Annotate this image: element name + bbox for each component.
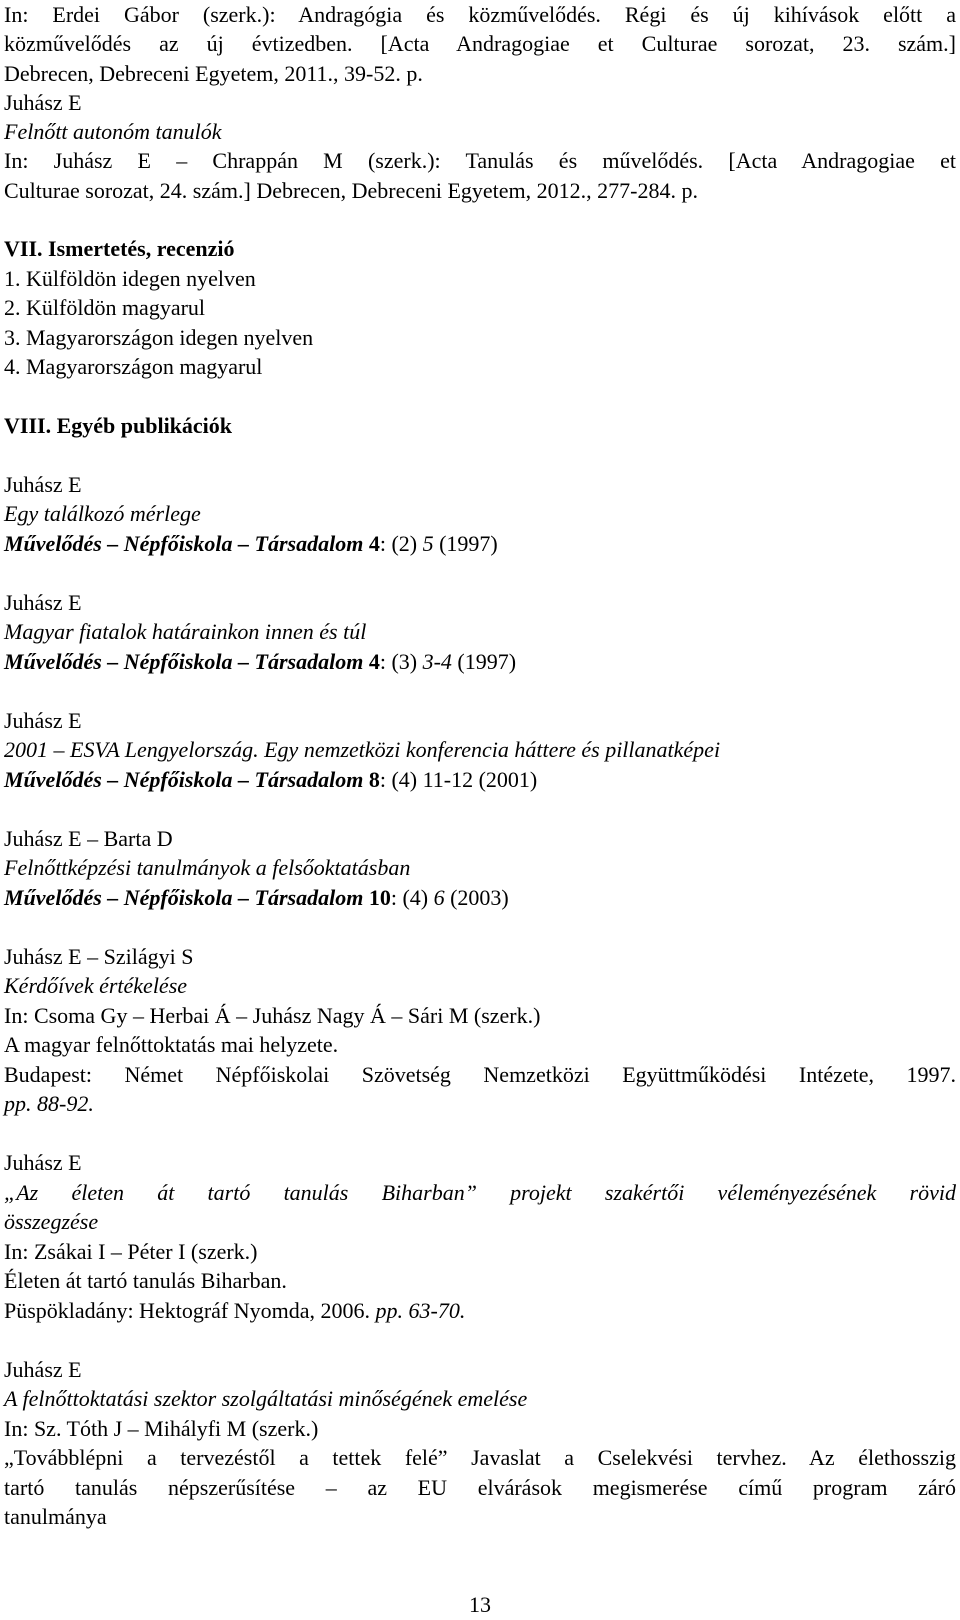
section-vii-item-2: 2. Külföldön magyarul xyxy=(4,295,206,320)
pub1-journal: Művelődés – Népfőiskola – Társadalom xyxy=(4,531,364,556)
pub7-book-3: tanulmánya xyxy=(4,1504,107,1529)
section-heading-viii: VIII. Egyéb publikációk xyxy=(4,413,233,438)
pub6-publisher: Püspökladány: Hektográf Nyomda, 2006. xyxy=(4,1298,376,1323)
pub5-pages: pp. 88-92. xyxy=(4,1091,94,1116)
pub1-source xyxy=(4,529,956,559)
pub5-book: A magyar felnőttoktatás mai helyzete. xyxy=(4,1032,339,1057)
section-heading-vii: VII. Ismertetés, recenzió xyxy=(4,236,235,261)
pub1-author: Juhász E xyxy=(4,472,82,497)
entry0-title: Felnőtt autonóm tanulók xyxy=(4,119,222,144)
pub2-volume: 4 xyxy=(363,649,380,674)
pub6-in: In: Zsákai I – Péter I (szerk.) xyxy=(4,1239,258,1264)
pub4-volume: 10 xyxy=(363,885,391,910)
pub1-year: (1997) xyxy=(433,531,498,556)
pub1-volume: 4 xyxy=(363,531,380,556)
pub1-title: Egy találkozó mérlege xyxy=(4,501,201,526)
pub3-title: 2001 – ESVA Lengyelország. Egy nemzetközi konferencia háttere és pillanatképei xyxy=(4,737,721,762)
pub2-title: Magyar fiatalok határainkon innen és túl xyxy=(4,619,367,644)
page-number: 13 xyxy=(469,1592,491,1617)
pub4-title: Felnőttképzési tanulmányok a felsőoktatásban xyxy=(4,855,411,880)
pub4-issue: : (4) xyxy=(390,885,434,910)
pub7-book-1: „Továbblépni a tervezéstől a tettek felé” Javaslat a Cselekvési tervhez. Az élethosszig xyxy=(4,1445,956,1470)
pub2-author: Juhász E xyxy=(4,590,82,615)
pub3-source xyxy=(4,765,956,795)
pub7-in: In: Sz. Tóth J – Mihályfi M (szerk.) xyxy=(4,1416,319,1441)
pub4-journal: Művelődés – Népfőiskola – Társadalom xyxy=(4,885,364,910)
section-vii-item-3: 3. Magyarországon idegen nyelven xyxy=(4,325,314,350)
pub4-author: Juhász E – Barta D xyxy=(4,826,173,851)
pub3-journal: Művelődés – Népfőiskola – Társadalom xyxy=(4,767,364,792)
pub1-issue: : (2) xyxy=(379,531,423,556)
pub3-issue: : (4) 11-12 (2001) xyxy=(379,767,538,792)
pub7-author: Juhász E xyxy=(4,1357,82,1382)
pub3-author: Juhász E xyxy=(4,708,82,733)
pub3-volume: 8 xyxy=(363,767,380,792)
pub6-title-1: „Az életen át tartó tanulás Biharban” projekt szakértői véleményezésének rövid xyxy=(4,1180,956,1205)
intro-line-2: közművelődés az új évtizedben. [Acta Andragogiae et Culturae sorozat, 23. szám.] xyxy=(4,31,956,56)
pub7-title: A felnőttoktatási szektor szolgáltatási minőségének emelése xyxy=(4,1386,528,1411)
pub6-publisher-line xyxy=(4,1296,956,1326)
intro-line-1: In: Erdei Gábor (szerk.): Andragógia és közművelődés. Régi és új kihívások előtt a xyxy=(4,2,956,27)
section-vii-item-1: 1. Külföldön idegen nyelven xyxy=(4,266,256,291)
pub4-pages: 6 xyxy=(433,885,445,910)
pub5-title: Kérdőívek értékelése xyxy=(4,973,188,998)
pub6-title-2: összegzése xyxy=(4,1209,99,1234)
pub4-source xyxy=(4,883,956,913)
section-vii-item-4: 4. Magyarországon magyarul xyxy=(4,354,263,379)
entry0-author: Juhász E xyxy=(4,90,82,115)
pub5-author: Juhász E – Szilágyi S xyxy=(4,944,194,969)
pub5-in: In: Csoma Gy – Herbai Á – Juhász Nagy Á – Sári M (szerk.) xyxy=(4,1003,541,1028)
pub5-publisher: Budapest: Német Népfőiskolai Szövetség Nemzetközi Együttműködési Intézete, 1997. xyxy=(4,1062,956,1087)
entry0-source-1: In: Juhász E – Chrappán M (szerk.): Tanulás és művelődés. [Acta Andragogiae et xyxy=(4,148,956,173)
pub2-source xyxy=(4,647,956,677)
pub2-year: (1997) xyxy=(451,649,517,674)
entry0-source-2: Culturae sorozat, 24. szám.] Debrecen, Debreceni Egyetem, 2012., 277-284. p. xyxy=(4,178,698,203)
pub6-author: Juhász E xyxy=(4,1150,82,1175)
pub4-year: (2003) xyxy=(444,885,509,910)
pub6-book: Életen át tartó tanulás Biharban. xyxy=(4,1268,287,1293)
pub2-journal: Művelődés – Népfőiskola – Társadalom xyxy=(4,649,364,674)
pub7-book-2: tartó tanulás népszerűsítése – az EU elvárások megismerése című program záró xyxy=(4,1475,956,1500)
pub2-pages: 3-4 xyxy=(422,649,452,674)
pub6-pages: pp. 63-70. xyxy=(375,1298,466,1323)
intro-line-3: Debrecen, Debreceni Egyetem, 2011., 39-52. p. xyxy=(4,61,423,86)
pub1-pages: 5 xyxy=(422,531,434,556)
pub2-issue: : (3) xyxy=(379,649,423,674)
